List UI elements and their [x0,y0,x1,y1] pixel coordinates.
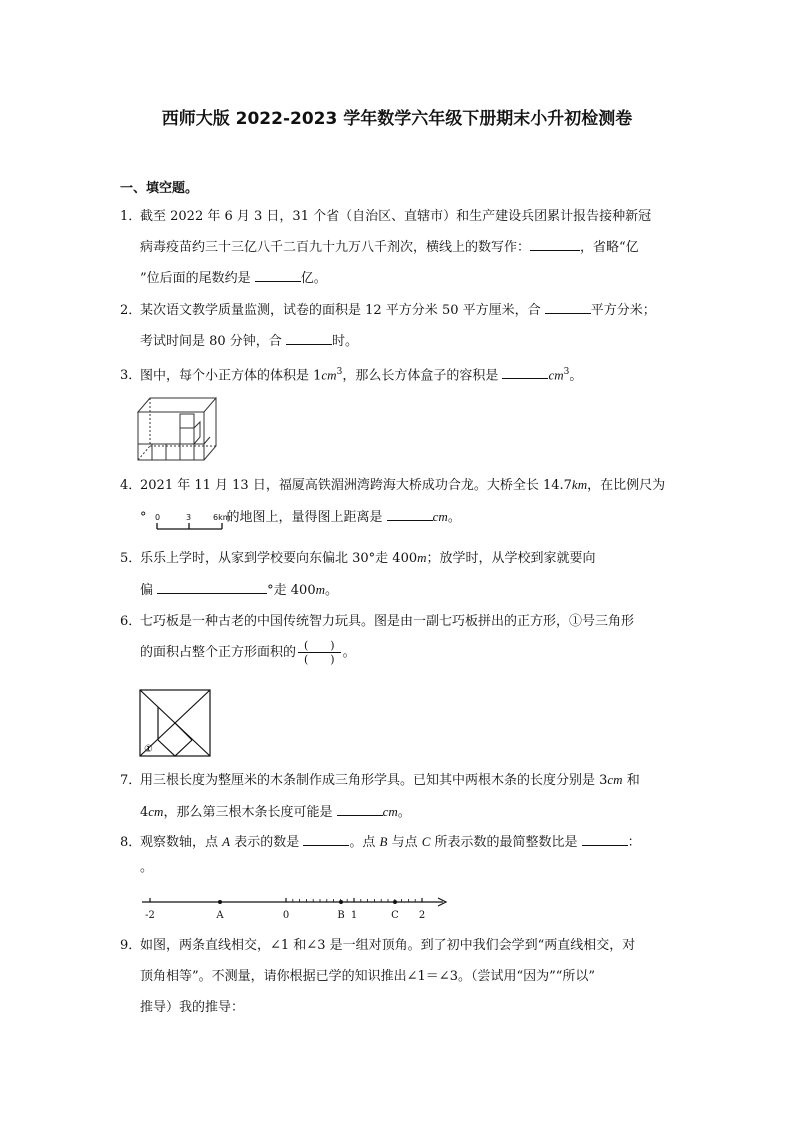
answer-blank[interactable] [255,267,301,282]
fraction-blank[interactable]: $\frac{( )}{( )}$ [298,639,341,666]
point-c [393,900,397,904]
answer-blank[interactable] [387,506,433,521]
answer-blank[interactable] [286,330,332,345]
map-scale-bar [150,508,240,536]
tick-label: -2 [145,910,155,921]
triangle-1-label: ① [144,744,153,755]
question-9: 9．如图，两条直线相交，∠1 和∠3 是一组对顶角。到了初中我们会学到“两直线相交，对 顶角相等”。不测量，请你根据已学的知识推出∠1＝∠3。（尝试用“因为”“所以” 推导）我的推导： [120,938,636,1015]
tick-label: 1 [350,910,358,921]
answer-blank[interactable] [157,579,267,594]
scale-label-6: 6km [213,513,231,522]
section-heading: 一、填空题。 [120,181,199,196]
answer-blank[interactable] [502,364,548,379]
tick-label: A [216,910,224,921]
tick-label: B [337,910,345,921]
tick-label: 2 [418,910,426,921]
point-b [339,900,343,904]
tick-label: 0 [282,910,290,921]
cuboid-box-figure [136,392,220,462]
point-a [218,900,222,904]
answer-blank[interactable] [545,299,591,314]
question-4: 4．2021 年 11 月 13 日，福厦高铁湄洲湾跨海大桥成功合龙。大桥全长 14.7km，在比例尺为 ° 的地图上，量得图上距离是 cm。 [120,477,666,525]
question-7: 7．用三根长度为整厘米的木条制作成三角形学具。已知其中两根木条的长度分别是 3cm 和 4cm，那么第三根木条长度可能是 cm。 [120,772,640,820]
page-title: 西师大版 2022-2023 学年数学六年级下册期末小升初检测卷 [161,109,633,129]
number-line [138,890,454,922]
scale-label-3: 3 [186,513,192,522]
tick-label: C [391,910,399,921]
tangram-square-figure [138,688,212,758]
answer-blank[interactable] [303,831,349,846]
answer-blank[interactable] [530,236,580,251]
answer-blank[interactable] [337,801,383,816]
scale-label-0: 0 [155,513,161,522]
question-6: 6．七巧板是一种古老的中国传统智力玩具。图是由一副七巧板拼出的正方形，①号三角形 的面积占整个正方形面积的 $\frac{( )}{( )}$ 。 [120,614,635,666]
question-8: 8．观察数轴，点 A 表示的数是 。点 B 与点 C 所表示数的最简整数比是 ： 。 [120,826,680,878]
question-3: 3．图中，每个小正方体的体积是 $1cm^3$，那么长方体盒子的容积是 $cm^3$。 [120,357,680,391]
question-1: 1．截至 2022 年 6 月 3 日，31 个省（自治区、直辖市）和生产建设兵团累计报告接种新冠 病毒疫苗约三十三亿八千二百九十九万八千剂次，横线上的数写作： ，省略“亿 ”位后面的尾数约是 亿。 [120,209,652,286]
answer-blank[interactable] [582,831,628,846]
question-5: 5．乐乐上学时，从家到学校要向东偏北 30°走 400m；放学时，从学校到家就要向 偏 °走 400m。 [120,550,596,598]
question-2: 2．某次语文教学质量监测，试卷的面积是 12 平方分米 50 平方厘米，合 平方分米； 考试时间是 80 分钟，合 时。 [120,295,680,357]
